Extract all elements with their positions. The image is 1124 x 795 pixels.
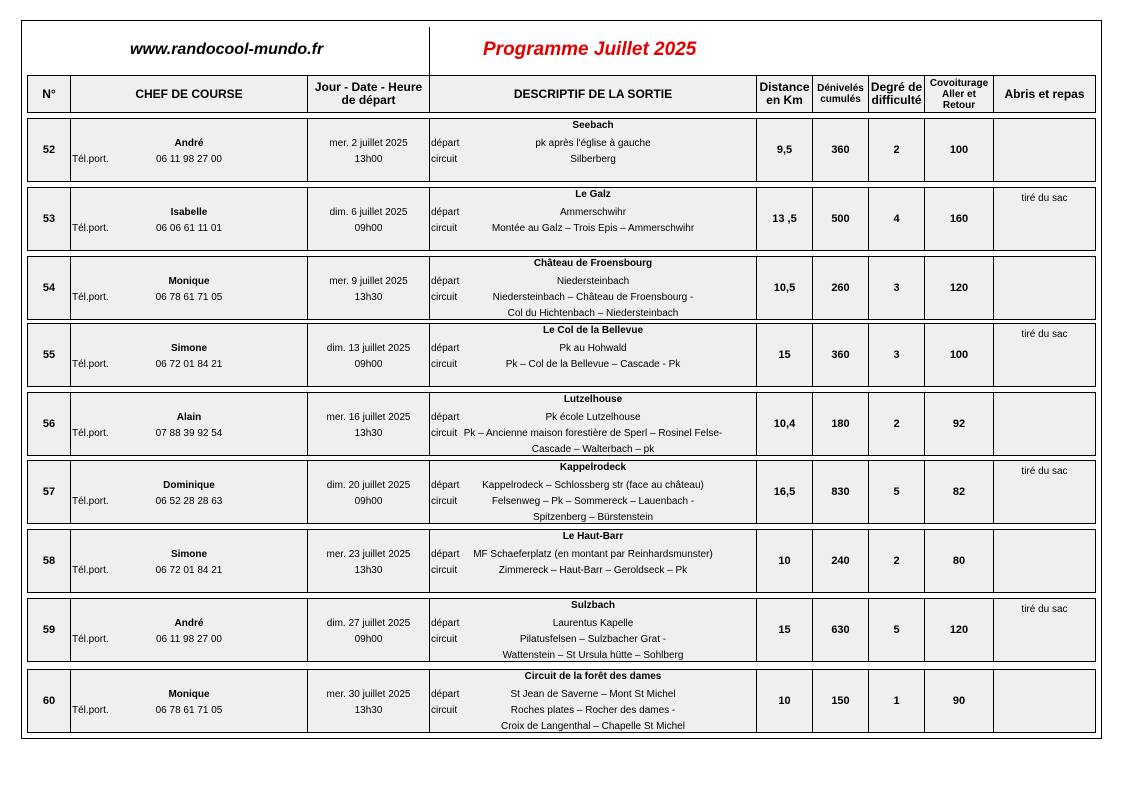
- circuit-label: circuit: [431, 496, 458, 507]
- col-header-chef: CHEF DE COURSE: [71, 76, 308, 113]
- outing-line: Niedersteinbach: [556, 276, 630, 287]
- outing-line: Croix de Langenthal – Chapelle St Michel: [501, 721, 685, 732]
- chef-name: Alain: [176, 412, 202, 423]
- chef-name: Monique: [168, 689, 210, 700]
- degre-value: 4: [869, 188, 925, 251]
- chef-cell: [71, 461, 308, 524]
- outing-time: 09h00: [354, 223, 383, 234]
- degre-value: 5: [869, 599, 925, 662]
- degre-value: 3: [869, 257, 925, 320]
- outing-time: 09h00: [354, 496, 383, 507]
- denivele-value: 180: [813, 393, 869, 456]
- abris-value: tiré du sac: [1021, 329, 1068, 340]
- depart-label: départ: [431, 689, 460, 700]
- col-header-abris: Abris et repas: [994, 76, 1096, 113]
- outing-line: MF Schaeferplatz (en montant par Reinhardsmunster): [473, 549, 713, 560]
- outing-number: 57: [28, 461, 71, 524]
- covoit-value: 100: [925, 119, 994, 182]
- denivele-value: 500: [813, 188, 869, 251]
- circuit-label: circuit: [431, 292, 458, 303]
- covoit-value: 80: [925, 530, 994, 593]
- abris-cell: [994, 393, 1096, 456]
- outing-title: Sulzbach: [571, 600, 615, 611]
- col-header-num: N°: [28, 76, 71, 113]
- abris-cell: [994, 324, 1096, 387]
- description-cell: [430, 461, 757, 524]
- chef-name: André: [174, 618, 204, 629]
- date-cell: [308, 119, 430, 182]
- header-divider: [429, 27, 430, 75]
- abris-cell: [994, 188, 1096, 251]
- phone-label: Tél.port.: [72, 223, 109, 234]
- outing-line: Pk école Lutzelhouse: [545, 412, 641, 423]
- outing-line: Pilatusfelsen – Sulzbacher Grat -: [519, 634, 667, 645]
- abris-cell: [994, 599, 1096, 662]
- abris-value: tiré du sac: [1021, 466, 1068, 477]
- outing-time: 09h00: [354, 359, 383, 370]
- degre-value: 3: [869, 324, 925, 387]
- chef-cell: [71, 599, 308, 662]
- outing-line: Spitzenberg – Bürstenstein: [532, 512, 654, 523]
- outing-line: Roches plates – Rocher des dames -: [510, 705, 676, 716]
- depart-label: départ: [431, 207, 460, 218]
- description-cell: [430, 324, 757, 387]
- outing-title: Le Galz: [575, 189, 611, 200]
- outing-line: Pk – Ancienne maison forestière de Sperl – Rosinel Felse-: [463, 428, 723, 439]
- date-cell: [308, 324, 430, 387]
- outing-time: 13h30: [354, 292, 383, 303]
- circuit-label: circuit: [431, 223, 458, 234]
- outing-time: 09h00: [354, 634, 383, 645]
- description-cell: [430, 670, 757, 733]
- chef-phone: 06 11 98 27 00: [156, 154, 222, 165]
- depart-label: départ: [431, 138, 460, 149]
- chef-name: Dominique: [163, 480, 215, 491]
- distance-value: 15: [757, 324, 813, 387]
- outing-line: Ammerschwihr: [559, 207, 627, 218]
- chef-name: Simone: [170, 343, 208, 354]
- depart-label: départ: [431, 276, 460, 287]
- outing-time: 13h30: [354, 705, 383, 716]
- outing-date: dim. 20 juillet 2025: [326, 480, 411, 491]
- outing-number: 58: [28, 530, 71, 593]
- date-cell: [308, 670, 430, 733]
- chef-phone: 06 11 98 27 00: [156, 634, 222, 645]
- phone-label: Tél.port.: [72, 634, 109, 645]
- outing-line: Cascade – Walterbach – pk: [531, 444, 655, 455]
- depart-label: départ: [431, 480, 460, 491]
- abris-cell: [994, 119, 1096, 182]
- chef-phone: 06 72 01 84 21: [155, 565, 223, 576]
- program-title: Programme Juillet 2025: [483, 39, 697, 60]
- phone-label: Tél.port.: [72, 428, 109, 439]
- outing-date: dim. 6 juillet 2025: [329, 207, 408, 218]
- circuit-label: circuit: [431, 154, 458, 165]
- denivele-value: 630: [813, 599, 869, 662]
- date-cell: [308, 461, 430, 524]
- covoit-value: 90: [925, 670, 994, 733]
- distance-value: 10,4: [757, 393, 813, 456]
- outing-title: Kappelrodeck: [559, 462, 627, 473]
- outing-number: 52: [28, 119, 71, 182]
- phone-label: Tél.port.: [72, 565, 109, 576]
- date-cell: [308, 530, 430, 593]
- chef-cell: [71, 119, 308, 182]
- abris-value: tiré du sac: [1021, 604, 1068, 615]
- degre-value: 2: [869, 119, 925, 182]
- covoit-value: 160: [925, 188, 994, 251]
- outing-number: 54: [28, 257, 71, 320]
- outing-row: [27, 392, 1096, 456]
- outing-row: [27, 669, 1096, 733]
- outing-line: Laurentus Kapelle: [552, 618, 634, 629]
- outing-title: Le Col de la Bellevue: [542, 325, 644, 336]
- chef-cell: [71, 188, 308, 251]
- outing-line: Kappelrodeck – Schlossberg str (face au château): [482, 480, 704, 491]
- outing-date: mer. 2 juillet 2025: [329, 138, 408, 149]
- date-cell: [308, 599, 430, 662]
- abris-cell: [994, 461, 1096, 524]
- distance-value: 10,5: [757, 257, 813, 320]
- denivele-value: 240: [813, 530, 869, 593]
- outing-date: mer. 16 juillet 2025: [326, 412, 411, 423]
- outing-line: Silberberg: [570, 154, 616, 165]
- chef-cell: [71, 393, 308, 456]
- outing-row: [27, 187, 1096, 251]
- degre-value: 5: [869, 461, 925, 524]
- chef-name: Monique: [168, 276, 210, 287]
- circuit-label: circuit: [431, 565, 458, 576]
- covoit-value: 120: [925, 599, 994, 662]
- distance-value: 16,5: [757, 461, 813, 524]
- col-header-distance: Distance en Km: [757, 76, 813, 113]
- denivele-value: 360: [813, 119, 869, 182]
- covoit-value: 82: [925, 461, 994, 524]
- outing-title: Circuit de la forêt des dames: [524, 671, 662, 682]
- outing-row: [27, 118, 1096, 182]
- outing-row: [27, 598, 1096, 662]
- outing-title: Château de Froensbourg: [533, 258, 653, 269]
- distance-value: 13 ,5: [757, 188, 813, 251]
- covoit-value: 120: [925, 257, 994, 320]
- outing-line: Felsenweg – Pk – Sommereck – Lauenbach -: [491, 496, 695, 507]
- abris-cell: [994, 670, 1096, 733]
- outing-number: 56: [28, 393, 71, 456]
- col-header-date: Jour - Date - Heure de départ: [308, 76, 430, 113]
- description-cell: [430, 188, 757, 251]
- outing-number: 59: [28, 599, 71, 662]
- chef-cell: [71, 530, 308, 593]
- outing-date: dim. 27 juillet 2025: [326, 618, 411, 629]
- col-header-desc: DESCRIPTIF DE LA SORTIE: [430, 76, 757, 113]
- phone-label: Tél.port.: [72, 705, 109, 716]
- degre-value: 2: [869, 530, 925, 593]
- depart-label: départ: [431, 618, 460, 629]
- outing-time: 13h30: [354, 565, 383, 576]
- circuit-label: circuit: [431, 359, 458, 370]
- outing-number: 53: [28, 188, 71, 251]
- distance-value: 10: [757, 670, 813, 733]
- denivele-value: 830: [813, 461, 869, 524]
- chef-cell: [71, 670, 308, 733]
- chef-name: Isabelle: [170, 207, 208, 218]
- outing-line: Zimmereck – Haut-Barr – Geroldseck – Pk: [498, 565, 688, 576]
- website-url[interactable]: www.randocool-mundo.fr: [130, 41, 324, 58]
- col-header-degre: Degré de difficulté: [869, 76, 925, 113]
- outing-number: 60: [28, 670, 71, 733]
- outing-date: mer. 9 juillet 2025: [329, 276, 408, 287]
- date-cell: [308, 257, 430, 320]
- outing-line: pk après l'église à gauche: [535, 138, 651, 149]
- column-header-row: [27, 75, 1096, 113]
- abris-cell: [994, 530, 1096, 593]
- outing-row: [27, 256, 1096, 320]
- denivele-value: 260: [813, 257, 869, 320]
- description-cell: [430, 599, 757, 662]
- distance-value: 15: [757, 599, 813, 662]
- outing-row: [27, 323, 1096, 387]
- depart-label: départ: [431, 412, 460, 423]
- phone-label: Tél.port.: [72, 292, 109, 303]
- distance-value: 10: [757, 530, 813, 593]
- outing-line: St Jean de Saverne – Mont St Michel: [510, 689, 676, 700]
- col-header-covoit: Covoiturage Aller et Retour: [925, 76, 994, 113]
- outing-row: [27, 460, 1096, 524]
- denivele-value: 360: [813, 324, 869, 387]
- phone-label: Tél.port.: [72, 359, 109, 370]
- chef-phone: 06 78 61 71 05: [155, 705, 223, 716]
- outing-line: Col du Hichtenbach – Niedersteinbach: [507, 308, 679, 319]
- outing-date: dim. 13 juillet 2025: [326, 343, 411, 354]
- description-cell: [430, 393, 757, 456]
- description-cell: [430, 257, 757, 320]
- chef-cell: [71, 324, 308, 387]
- outing-date: mer. 30 juillet 2025: [326, 689, 411, 700]
- outing-line: Montée au Galz – Trois Epis – Ammerschwihr: [491, 223, 695, 234]
- col-header-denivele: Dénivelés cumulés: [813, 76, 869, 113]
- outing-row: [27, 529, 1096, 593]
- description-cell: [430, 530, 757, 593]
- outing-date: mer. 23 juillet 2025: [326, 549, 411, 560]
- degre-value: 1: [869, 670, 925, 733]
- phone-label: Tél.port.: [72, 154, 109, 165]
- chef-cell: [71, 257, 308, 320]
- phone-label: Tél.port.: [72, 496, 109, 507]
- outing-line: Pk – Col de la Bellevue – Cascade - Pk: [505, 359, 681, 370]
- outing-line: Niedersteinbach – Château de Froensbourg -: [492, 292, 694, 303]
- abris-value: tiré du sac: [1021, 193, 1068, 204]
- circuit-label: circuit: [431, 634, 458, 645]
- degre-value: 2: [869, 393, 925, 456]
- outing-title: Lutzelhouse: [563, 394, 623, 405]
- outing-time: 13h00: [354, 154, 383, 165]
- abris-cell: [994, 257, 1096, 320]
- chef-name: Simone: [170, 549, 208, 560]
- description-cell: [430, 119, 757, 182]
- chef-phone: 07 88 39 92 54: [155, 428, 223, 439]
- outing-title: Le Haut-Barr: [562, 531, 624, 542]
- chef-phone: 06 72 01 84 21: [155, 359, 223, 370]
- covoit-value: 100: [925, 324, 994, 387]
- outing-time: 13h30: [354, 428, 383, 439]
- chef-phone: 06 52 28 28 63: [155, 496, 223, 507]
- date-cell: [308, 188, 430, 251]
- circuit-label: circuit: [431, 705, 458, 716]
- chef-phone: 06 06 61 11 01: [156, 223, 222, 234]
- outing-line: Wattenstein – St Ursula hütte – Sohlberg: [502, 650, 684, 661]
- date-cell: [308, 393, 430, 456]
- outing-number: 55: [28, 324, 71, 387]
- depart-label: départ: [431, 343, 460, 354]
- circuit-label: circuit: [431, 428, 458, 439]
- outing-title: Seebach: [572, 120, 614, 131]
- denivele-value: 150: [813, 670, 869, 733]
- depart-label: départ: [431, 549, 460, 560]
- chef-name: André: [174, 138, 204, 149]
- covoit-value: 92: [925, 393, 994, 456]
- outing-line: Pk au Hohwald: [559, 343, 627, 354]
- distance-value: 9,5: [757, 119, 813, 182]
- chef-phone: 06 78 61 71 05: [155, 292, 223, 303]
